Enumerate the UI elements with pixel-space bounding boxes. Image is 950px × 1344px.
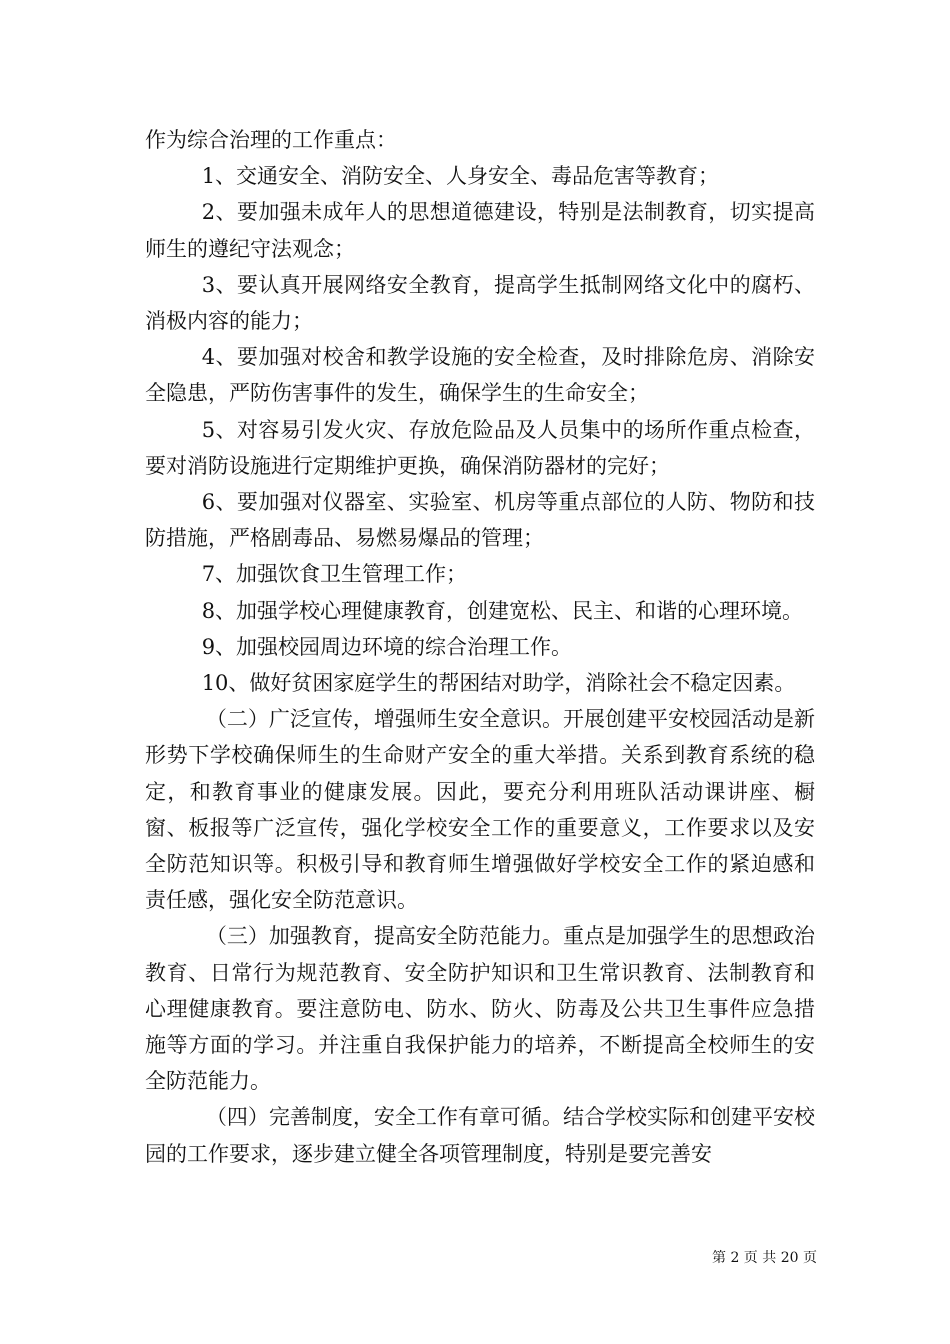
list-item-8: 8、加强学校心理健康教育，创建宽松、民主、和谐的心理环境。 [201, 598, 804, 623]
paragraph-continuation: 作为综合治理的工作重点： [145, 128, 397, 152]
document-body [145, 122, 815, 1172]
list-item-4: 4、要加强对校舍和教学设施的安全检查，及时排除危房、消除安全隐患，严防伤害事件的发生，确保学生的生命安全； [145, 345, 815, 406]
list-item-3: 3、要认真开展网络安全教育，提高学生抵制网络文化中的腐朽、消极内容的能力； [145, 272, 815, 334]
list-item-2: 2、要加强未成年人的思想道德建设，特别是法制教育，切实提高师生的遵纪守法观念； [145, 200, 815, 261]
list-item-5: 5、对容易引发火灾、存放危险品及人员集中的场所作重点检查，要对消防设施进行定期维护更换，确保消防器材的完好； [145, 417, 815, 478]
section-3-paragraph: （三）加强教育，提高安全防范能力。重点是加强学生的思想政治教育、日常行为规范教育、安全防护知识和卫生常识教育、法制教育和心理健康教育。要注意防电、防水、防火、防毒及公共卫生事件应急措施等方面的学习。并注重自我保护能力的培养，不断提高全校师生的安全防范能力。 [145, 924, 815, 1094]
list-item-10: 10、做好贫困家庭学生的帮困结对助学，消除社会不稳定因素。 [201, 671, 796, 696]
page-number: 第 2 页 共 20 页 [712, 1250, 817, 1266]
section-2-paragraph: （二）广泛宣传，增强师生安全意识。开展创建平安校园活动是新形势下学校确保师生的生命财产安全的重大举措。关系到教育系统的稳定，和教育事业的健康发展。因此，要充分利用班队活动课讲座、橱窗、板报等广泛宣传，强化学校安全工作的重要意义，工作要求以及安全防范知识等。积极引导和教育师生增强做好学校安全工作的紧迫感和责任感，强化安全防范意识。 [145, 707, 815, 913]
section-4-paragraph: （四）完善制度，安全工作有章可循。结合学校实际和创建平安校园的工作要求，逐步建立健全各项管理制度，特别是要完善安 [145, 1105, 815, 1166]
list-item-1: 1、交通安全、消防安全、人身安全、毒品危害等教育； [201, 164, 720, 189]
list-item-7: 7、加强饮食卫生管理工作； [201, 562, 468, 587]
list-item-6: 6、要加强对仪器室、实验室、机房等重点部位的人防、物防和技防措施，严格剧毒品、易燃易爆品的管理； [145, 490, 815, 551]
list-item-9: 9、加强校园周边环境的综合治理工作。 [201, 634, 573, 659]
